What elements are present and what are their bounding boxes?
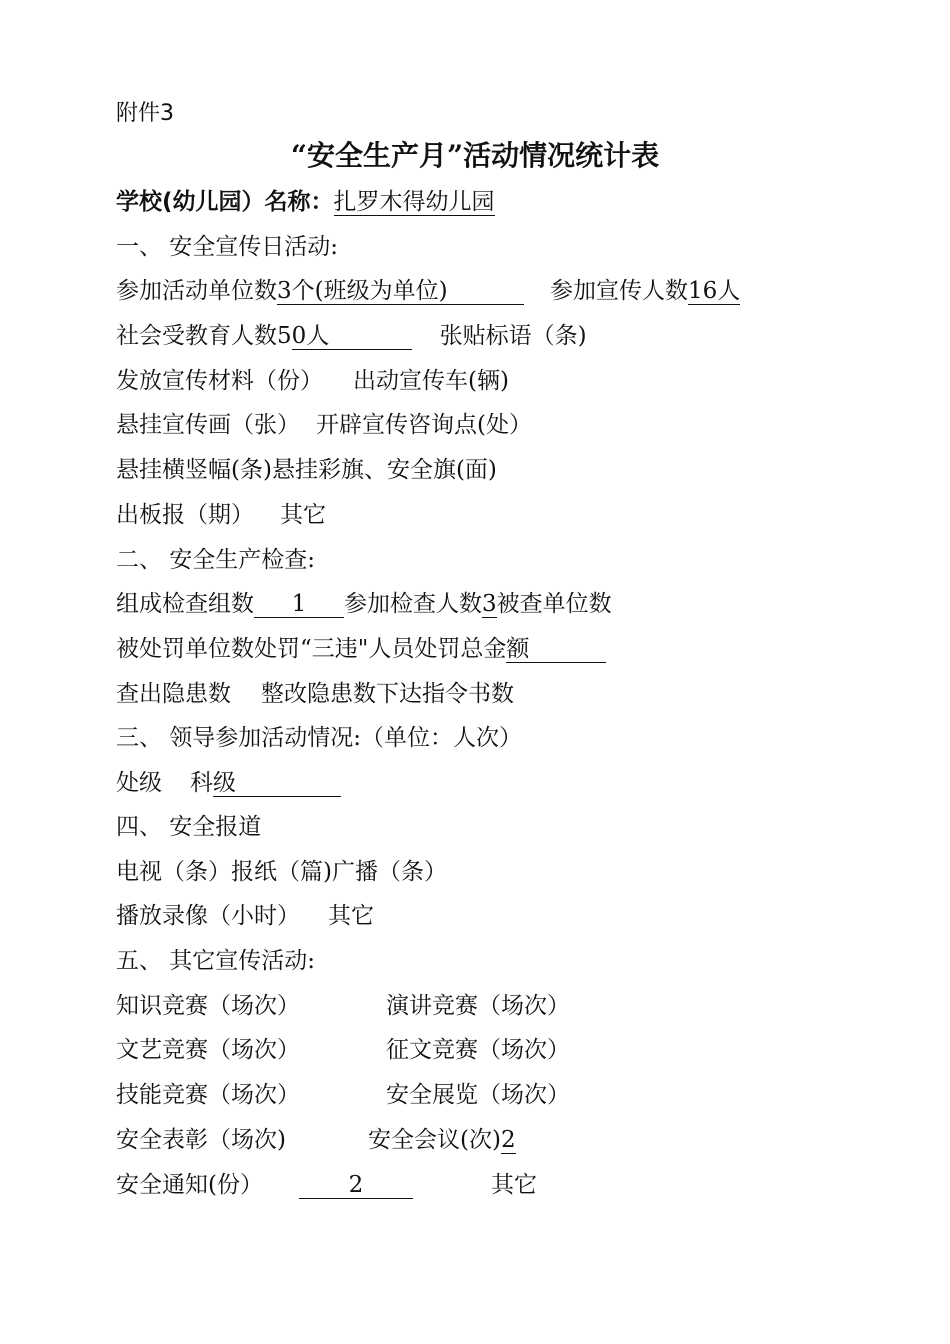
row-educated-slogans: [116, 321, 587, 351]
participants-value-field: 16人: [688, 278, 741, 304]
units-label: 参加活动单位数: [116, 278, 277, 304]
inspectors-value-field: 3: [482, 591, 497, 617]
notices-value-field: 2: [299, 1172, 413, 1199]
fine-value-field: 额: [506, 636, 606, 663]
section-level-field: 级: [213, 770, 341, 797]
notices-label: 安全通知(份）: [116, 1172, 263, 1198]
tv-label: 电视（条）: [116, 859, 231, 885]
row-knowledge-speech: [116, 991, 570, 1021]
materials-label: 发放宣传材料（份）: [116, 368, 323, 394]
section4-other-label: 其它: [328, 903, 374, 929]
vehicles-label: 出动宣传车(辆): [353, 368, 509, 394]
school-row: [116, 187, 495, 217]
row-arts-essay: [116, 1035, 570, 1065]
arts-label: 文艺竞赛（场次）: [116, 1037, 300, 1063]
row-penalized-fine: [116, 634, 606, 664]
school-label: 学校(幼儿园）名称：: [116, 189, 334, 215]
row-leaders: [116, 768, 341, 798]
attachment-label: 附件3: [116, 101, 174, 126]
educated-label: 社会受教育人数: [116, 323, 277, 349]
posters-label: 悬挂宣传画（张）: [116, 412, 300, 438]
radio-label: 广播（条）: [331, 859, 447, 885]
form-title: “安全生产月”活动情况统计表: [290, 139, 660, 172]
section1-heading: 一、 安全宣传日活动:: [116, 234, 339, 260]
violators-label: 处罚“三违"人员: [254, 636, 415, 662]
commendation-label: 安全表彰（场次): [116, 1127, 286, 1153]
row-hazards-orders: [116, 679, 514, 709]
row-commendation-meetings: [116, 1125, 516, 1155]
participants-label: 参加宣传人数: [550, 278, 688, 304]
educated-value-field: 0人: [292, 323, 412, 350]
skills-label: 技能竞赛（场次）: [116, 1082, 300, 1108]
section5-other-label: 其它: [490, 1172, 537, 1198]
groups-label: 组成检查组数: [116, 591, 254, 617]
row-media: [116, 857, 447, 887]
meetings-label: 安全会议(次): [367, 1127, 501, 1153]
section3-heading: 三、 领导参加活动情况:（单位：人次）: [116, 725, 523, 751]
division-label: 处级: [116, 770, 162, 796]
boards-label: 出板报（期）: [116, 502, 254, 528]
section2-heading: 二、 安全生产检查:: [116, 547, 316, 573]
educated-value-prefix: 5: [277, 323, 292, 349]
banners-label: 悬挂横竖幅(条): [116, 457, 272, 483]
consult-points-label: 开辟宣传咨询点(处）: [316, 412, 532, 438]
inspected-label: 被查单位数: [496, 591, 612, 617]
section-level-prefix: 科: [190, 770, 213, 796]
row-notices-other: [116, 1170, 537, 1200]
hazards-label: 查出隐患数: [116, 681, 231, 707]
rectified-label: 整改隐患数: [261, 681, 376, 707]
essay-label: 征文竞赛（场次）: [386, 1037, 570, 1063]
row-video-other: [116, 901, 374, 931]
speech-label: 演讲竞赛（场次）: [386, 993, 570, 1019]
penalized-label: 被处罚单位数: [116, 636, 254, 662]
section5-heading: 五、 其它宣传活动:: [116, 948, 316, 974]
row-posters-consult: [116, 410, 532, 440]
row-boards-other: [116, 500, 326, 530]
exhibition-label: 安全展览（场次）: [386, 1082, 570, 1108]
row-skills-exhibition: [116, 1080, 570, 1110]
fine-label-prefix: 处罚总金: [414, 636, 507, 662]
inspectors-label: 参加检查人数: [344, 591, 482, 617]
meetings-value-field: 2: [500, 1127, 516, 1153]
video-label: 播放录像（小时）: [116, 903, 300, 929]
flags-label: 悬挂彩旗、安全旗(面): [271, 457, 497, 483]
row-banners-flags: [116, 455, 497, 485]
section1-other-label: 其它: [280, 502, 326, 528]
groups-value-field: 1: [254, 591, 344, 618]
row-materials-vehicles: [116, 366, 509, 396]
newspaper-label: 报纸（篇): [231, 859, 332, 885]
row-groups-inspectors: [116, 589, 612, 619]
orders-label: 下达指令书数: [376, 681, 514, 707]
units-value-field: 3个(班级为单位): [277, 278, 524, 305]
school-name-field: 扎罗木得幼儿园: [333, 189, 495, 215]
knowledge-label: 知识竞赛（场次）: [116, 993, 300, 1019]
slogans-label: 张贴标语（条): [439, 323, 587, 349]
section4-heading: 四、 安全报道: [116, 814, 262, 840]
row-units-participants: [116, 276, 740, 306]
